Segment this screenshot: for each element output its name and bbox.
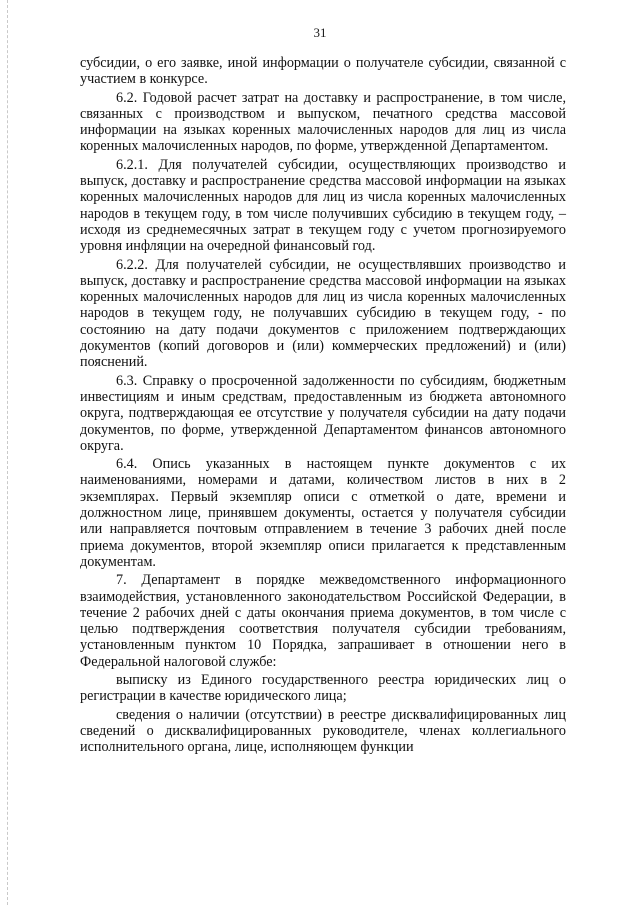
paragraph-7: 7. Департамент в порядке межведомственного информационного взаимодействия, установленного законодательством Российской Федерации, в течение 2 рабочих дней с даты окончания приема документов, в том числе с целью подтверждения соответствия получателя субсидии требованиям, установленным пунктом 10 Порядка, запрашивает в отношении него в Федеральной налоговой службе: xyxy=(80,572,566,670)
paragraph-6-2-1: 6.2.1. Для получателей субсидии, осуществляющих производство и выпуск, доставку и распространение средства массовой информации на языках коренных малочисленных народов для лиц из числа коренных малочисленных народов в текущем году, в том числе получивших субсидию в текущем году, – исходя из среднемесячных затрат в текущем году с учетом прогнозируемого уровня инфляции на очередной финансовый год. xyxy=(80,156,566,255)
paragraph-disqualified-info: сведения о наличии (отсутствии) в реестре дисквалифицированных лиц сведений о дисквалифицированных руководителе, членах коллегиального исполнительного органа, лице, исполняющем функции xyxy=(80,706,566,756)
paragraph-6-3: 6.3. Справку о просроченной задолженности по субсидиям, бюджетным инвестициям и иным средствам, предоставленным из бюджета автономного округа, подтверждающая ее отсутствие у получателя субсидии на дату подачи документов, по форме, утвержденной Департаментом финансов автономного округа. xyxy=(80,372,566,454)
paragraph-6-2: 6.2. Годовой расчет затрат на доставку и распространение, в том числе, связанных с производством и выпуском, печатного средства массовой информации на языках коренных малочисленных народов для лиц из числа коренных малочисленных народов, по форме, утвержденной Департаментом. xyxy=(80,89,566,155)
paragraph-6-2-2: 6.2.2. Для получателей субсидии, не осуществлявших производство и выпуск, доставку и распространение средства массовой информации на языках коренных малочисленных народов для лиц из числа коренных малочисленных народов в текущем году, не получавших субсидию в текущем году, - по состоянию на дату подачи документов с приложением подтверждающих документов (копий договоров и (или) коммерческих предложений) и (или) пояснений. xyxy=(80,256,566,371)
page-number: 31 xyxy=(313,25,327,40)
paragraph-extract-egrul: выписку из Единого государственного реестра юридических лиц о регистрации в качестве юридического лица; xyxy=(80,671,566,705)
page-edge-line xyxy=(7,0,8,905)
document-body xyxy=(80,55,566,757)
paragraph-continuation: субсидии, о его заявке, иной информации о получателе субсидии, связанной с участием в конкурсе. xyxy=(80,55,566,88)
paragraph-6-4: 6.4. Опись указанных в настоящем пункте документов с их наименованиями, номерами и датами, количеством листов в них в 2 экземплярах. Первый экземпляр описи с отметкой о дате, времени и должностном лице, принявшем документы, остается у получателя субсидии или направляется почтовым отправлением в течение 3 рабочих дней после приема документов, второй экземпляр описи прилагается к представленным документам. xyxy=(80,456,566,570)
